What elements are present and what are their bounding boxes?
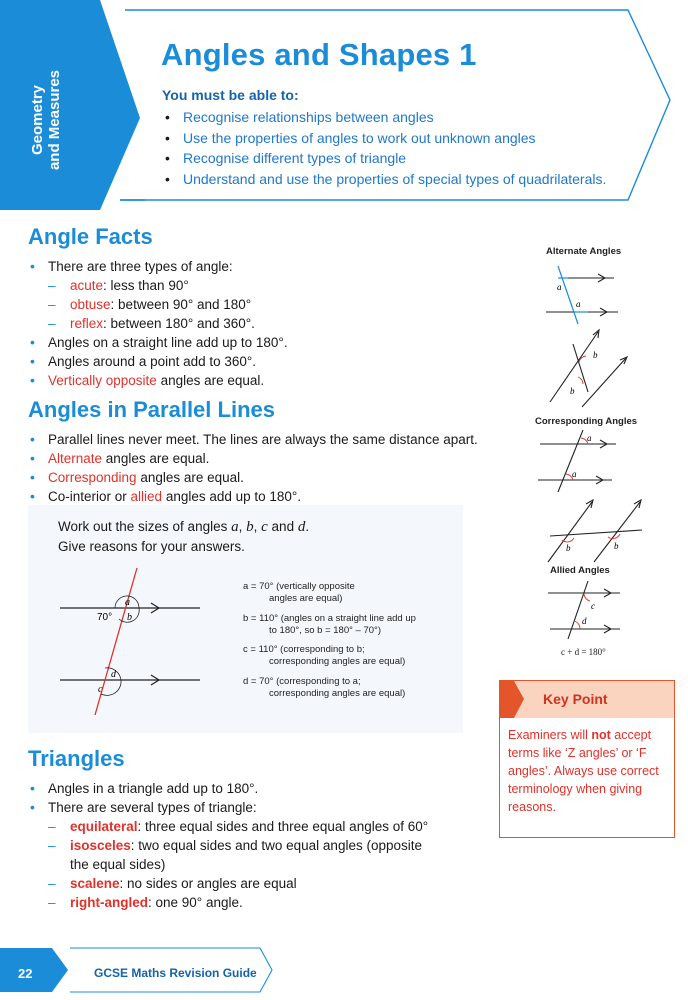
list-item: • Angles around a point add to 360°. <box>28 352 288 371</box>
arrow-icon <box>634 500 641 508</box>
list-item: – acute: less than 90° <box>28 276 288 295</box>
svg-text:b: b <box>614 541 619 551</box>
svg-text:b: b <box>566 543 571 553</box>
list-item: – obtuse: between 90° and 180° <box>28 295 288 314</box>
section-side-label <box>26 65 66 175</box>
objective-item: • Recognise relationships between angles <box>162 107 606 128</box>
list-item: – right-angled: one 90° angle. <box>28 893 428 912</box>
solution-d: d = 70° (corresponding to a; corresponding angles are equal) <box>243 676 406 699</box>
list-item: – equilateral: three equal sides and three equal angles of 60° <box>28 817 428 836</box>
parallel-lines-title: Angles in Parallel Lines <box>28 397 275 422</box>
angle-facts-title: Angle Facts <box>28 224 153 249</box>
parallel-lines-list <box>28 430 478 506</box>
svg-text:a: a <box>572 469 577 479</box>
alternate-angles-diagram <box>528 262 658 412</box>
list-item: – reflex: between 180° and 360°. <box>28 314 288 333</box>
key-point-text: Examiners will not accept terms like ‘Z angles’ or ‘F angles’. Always use correct terminology when giving reasons. <box>508 728 659 814</box>
objective-item: • Use the properties of angles to work out unknown angles <box>162 128 606 149</box>
angle-label-c: c <box>98 684 103 695</box>
triangles-list <box>28 779 428 912</box>
section-tab-shape <box>0 0 140 210</box>
list-item: • Angles on a straight line add up to 180°. <box>28 333 288 352</box>
svg-text:a: a <box>587 433 592 443</box>
list-item: • Co-interior or allied angles add up to 180°. <box>28 487 478 506</box>
list-item-continued: the equal sides) <box>70 857 166 872</box>
objective-item: • Recognise different types of triangle <box>162 148 606 169</box>
list-item: • There are several types of triangle: <box>28 798 428 817</box>
key-point-title: Key Point <box>543 691 608 707</box>
footer-book-title: GCSE Maths Revision Guide <box>94 966 257 980</box>
arrow-icon <box>586 500 593 508</box>
objective-item: • Understand and use the properties of special types of quadrilaterals. <box>162 169 606 190</box>
alternate-angles-title: Alternate Angles <box>546 246 622 257</box>
angle-label-d: d <box>111 669 116 680</box>
triangles-title: Triangles <box>28 746 125 771</box>
angle-label-b: b <box>127 612 132 623</box>
key-point-arrow-icon <box>500 681 526 718</box>
svg-text:d: d <box>582 616 587 626</box>
example-prompt: Work out the sizes of angles a, b, c and d. Give reasons for your answers. <box>58 519 310 554</box>
angle-facts-list <box>28 257 288 390</box>
key-point-box <box>499 680 675 838</box>
svg-text:b: b <box>570 386 575 396</box>
list-item: • Corresponding angles are equal. <box>28 468 478 487</box>
solution-c: c = 110° (corresponding to b; corresponding angles are equal) <box>243 644 406 667</box>
list-item: • There are three types of angle: <box>28 257 288 276</box>
solution-a: a = 70° (vertically opposite angles are equal) <box>243 581 355 604</box>
list-item: • Parallel lines never meet. The lines are always the same distance apart. <box>28 430 478 449</box>
list-item: • Vertically opposite angles are equal. <box>28 371 288 390</box>
solution-b: b = 110° (angles on a straight line add up to 180°, so b = 180° – 70°) <box>243 613 416 636</box>
corresponding-angles-diagram <box>528 430 658 570</box>
objectives-list <box>162 107 606 190</box>
chapter-title: Angles and Shapes 1 <box>161 37 477 72</box>
list-item: • Alternate angles are equal. <box>28 449 478 468</box>
angle-label-a: a <box>125 597 130 608</box>
page-number-tab <box>0 948 68 992</box>
list-item: • Angles in a triangle add up to 180°. <box>28 779 428 798</box>
angle-label-70: 70° <box>97 612 113 623</box>
svg-text:c: c <box>591 601 595 611</box>
side-label-line2: and Measures <box>46 69 63 171</box>
svg-text:a: a <box>576 299 581 309</box>
corresponding-angles-title: Corresponding Angles <box>535 416 638 427</box>
objectives-heading: You must be able to: <box>162 87 299 103</box>
svg-text:a: a <box>557 282 562 292</box>
allied-angles-title: Allied Angles <box>550 565 610 576</box>
side-label-line1: Geometry <box>29 84 46 156</box>
page-number: 22 <box>18 966 33 981</box>
allied-caption: c + d = 180° <box>561 647 606 657</box>
list-item: – scalene: no sides or angles are equal <box>28 874 428 893</box>
list-item: – isosceles: two equal sides and two equal angles (opposite <box>28 836 428 855</box>
svg-text:b: b <box>593 350 598 360</box>
example-diagram <box>55 560 235 720</box>
